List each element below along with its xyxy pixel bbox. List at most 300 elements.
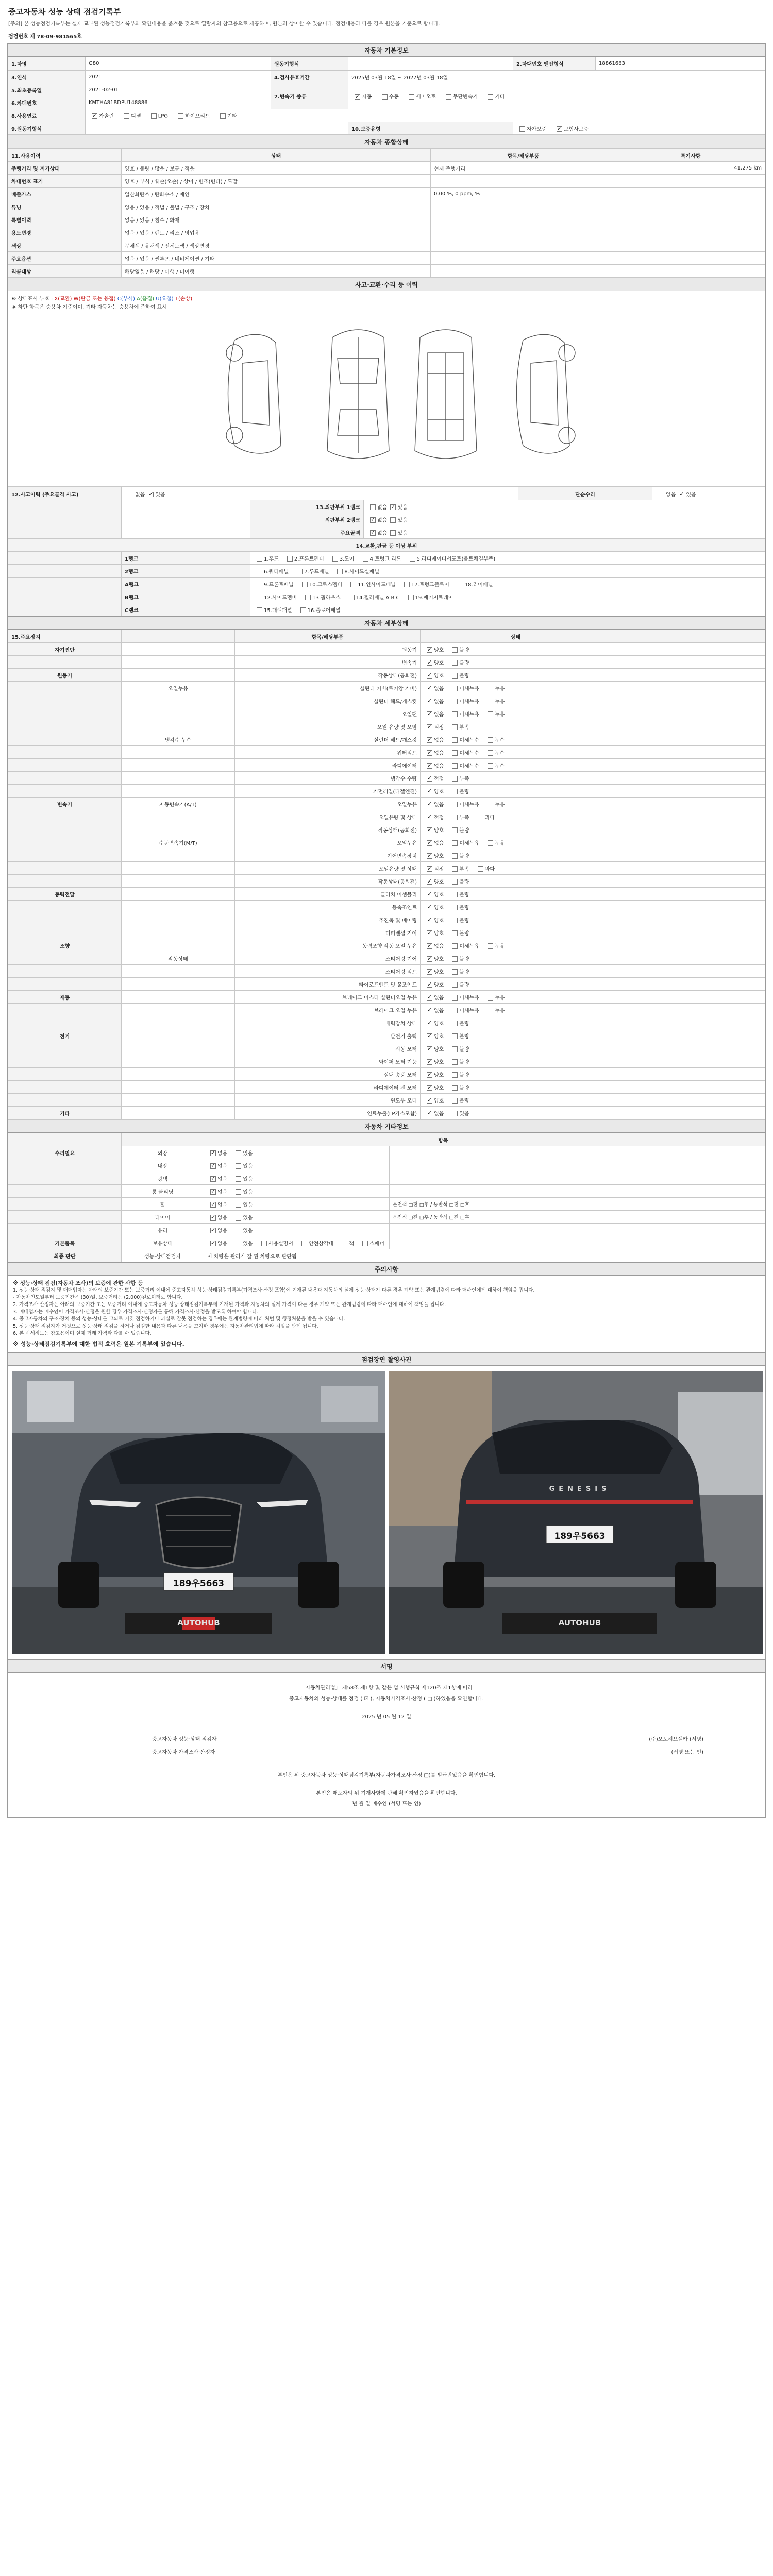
state-checkbox[interactable] xyxy=(452,930,458,936)
detail-row-spare xyxy=(611,643,765,656)
rear-stand-text: AUTOHUB xyxy=(558,1618,601,1628)
checkbox-diesel[interactable] xyxy=(124,113,129,119)
state-checkbox[interactable] xyxy=(452,802,458,807)
state-checkbox[interactable] xyxy=(452,1008,458,1013)
checkbox-auto[interactable] xyxy=(355,94,360,100)
part-option xyxy=(297,606,341,614)
state-checkbox[interactable] xyxy=(210,1241,216,1246)
state-checkbox[interactable] xyxy=(452,1059,458,1065)
detail-row-sub xyxy=(122,862,235,875)
state-checkbox[interactable] xyxy=(452,1072,458,1078)
checkbox-accident-yes[interactable] xyxy=(148,492,154,497)
detail-row-sub xyxy=(122,746,235,759)
detail-row-spare xyxy=(611,772,765,785)
parts-row-spacer xyxy=(8,565,122,578)
state-checkbox[interactable] xyxy=(210,1176,216,1182)
checkbox-repair-yes[interactable] xyxy=(679,492,684,497)
state-option xyxy=(424,800,444,808)
state-option xyxy=(424,1071,444,1078)
label-outer-rank2: 외판부위 2랭크 xyxy=(250,513,364,526)
checkbox-gasoline[interactable] xyxy=(92,113,97,119)
part-checkbox[interactable] xyxy=(305,595,311,600)
state-option xyxy=(484,684,505,692)
detail-row-spare xyxy=(611,1107,765,1120)
warranty-options: 자가보증 ✓ 보험사보증 xyxy=(513,122,765,135)
overall-row-note xyxy=(616,200,765,213)
state-options xyxy=(421,759,611,772)
state-checkbox[interactable] xyxy=(427,866,432,872)
state-option xyxy=(484,710,505,718)
state-checkbox[interactable] xyxy=(427,724,432,730)
label-main-frame: 주요골격 xyxy=(250,526,364,539)
notes-line: 3. 매매업자는 매수인이 가격조사·산정을 원할 경우 가격조사·산정자를 통해 가격조사·산정을 받도록 하여야 합니다. xyxy=(13,1309,259,1315)
state-checkbox[interactable] xyxy=(452,776,458,782)
state-checkbox[interactable] xyxy=(210,1228,216,1233)
detail-row xyxy=(8,720,765,733)
detail-row-sub: 자동변속기(A/T) xyxy=(122,798,235,810)
state-label: 있음 xyxy=(243,1163,253,1170)
checkbox-self-warranty[interactable] xyxy=(519,126,525,132)
detail-row-item: 배력장치 상태 xyxy=(235,1016,421,1029)
checkbox-frame-yes[interactable] xyxy=(390,530,396,536)
part-checkbox[interactable] xyxy=(302,582,308,587)
transmission-options: ✓ 자동 수동 세미오토 무단변속기 기타 xyxy=(348,83,765,109)
state-option xyxy=(424,658,444,666)
state-checkbox[interactable] xyxy=(427,673,432,679)
legend-dent: U(요철) xyxy=(156,296,174,302)
state-checkbox[interactable] xyxy=(452,686,458,691)
part-label: 10.크로스멤버 xyxy=(309,582,343,588)
state-checkbox[interactable] xyxy=(488,995,493,1001)
detail-row-sub xyxy=(122,926,235,939)
state-label: 누유 xyxy=(494,1008,505,1014)
other-row-extra xyxy=(390,1224,765,1236)
state-checkbox[interactable] xyxy=(427,815,432,820)
detail-row-item: 작동상태(공회전) xyxy=(235,875,421,888)
state-checkbox[interactable] xyxy=(452,1098,458,1104)
state-checkbox[interactable] xyxy=(236,1215,241,1221)
part-label: 3.도어 xyxy=(339,556,355,562)
state-checkbox[interactable] xyxy=(452,995,458,1001)
state-checkbox[interactable] xyxy=(427,1046,432,1052)
state-checkbox[interactable] xyxy=(452,737,458,743)
state-checkbox[interactable] xyxy=(362,1241,368,1246)
state-checkbox[interactable] xyxy=(452,918,458,923)
detail-row-group xyxy=(8,694,122,707)
checkbox-accident-no[interactable] xyxy=(128,492,133,497)
overall-row-note xyxy=(616,175,765,188)
detail-row-group xyxy=(8,746,122,759)
state-label: 없음 xyxy=(434,802,444,808)
state-option xyxy=(449,813,469,821)
state-option xyxy=(449,787,469,795)
detail-row-item: 스티어링 기어 xyxy=(235,952,421,965)
label-engine-type: 원동기형식 xyxy=(271,57,348,71)
state-checkbox[interactable] xyxy=(427,995,432,1001)
state-option xyxy=(449,1006,479,1014)
checkbox-other[interactable] xyxy=(488,94,493,100)
part-checkbox[interactable] xyxy=(257,595,262,600)
state-option xyxy=(424,723,444,731)
state-checkbox[interactable] xyxy=(427,956,432,962)
state-label: 양호 xyxy=(434,660,444,666)
sign-line-2: 중고자동차의 성능·상태를 점검 ( ☑ ), 자동차가격조사·산정 ( □ )하였음을 확인합니다. xyxy=(289,1696,484,1702)
state-checkbox[interactable] xyxy=(427,879,432,885)
state-checkbox[interactable] xyxy=(427,1059,432,1065)
part-checkbox[interactable] xyxy=(404,582,410,587)
part-checkbox[interactable] xyxy=(349,595,355,600)
state-label: 누유 xyxy=(494,943,505,950)
other-row-extra xyxy=(390,1236,765,1249)
state-label: 미세누유 xyxy=(459,840,479,846)
other-row xyxy=(8,1146,765,1159)
overall-row-state: 일산화탄소 / 탄화수소 / 매연 xyxy=(122,188,431,200)
state-option xyxy=(449,761,479,769)
state-options xyxy=(421,785,611,798)
part-label: 13.휠하우스 xyxy=(312,595,341,601)
state-checkbox[interactable] xyxy=(452,1085,458,1091)
state-checkbox[interactable] xyxy=(452,660,458,666)
part-checkbox[interactable] xyxy=(300,607,306,613)
state-option xyxy=(207,1188,227,1195)
part-option xyxy=(254,554,279,562)
state-checkbox[interactable] xyxy=(236,1228,241,1233)
detail-row-sub xyxy=(122,1055,235,1068)
section-detail: 자동차 세부상태 xyxy=(8,616,765,630)
detail-row-spare xyxy=(611,798,765,810)
state-label: 양호 xyxy=(434,853,444,859)
state-checkbox[interactable] xyxy=(427,1072,432,1078)
state-label: 양호 xyxy=(434,982,444,988)
overall-row-item: 현재 주행거리 xyxy=(431,162,616,175)
overall-row-label: 용도변경 xyxy=(8,226,122,239)
detail-row-spare xyxy=(611,746,765,759)
state-checkbox[interactable] xyxy=(452,711,458,717)
detail-row-item: 오일누유 xyxy=(235,836,421,849)
checkbox-rank2-yes[interactable] xyxy=(390,517,396,523)
overall-row-label: 리콜대상 xyxy=(8,265,122,278)
state-label: 미세누수 xyxy=(459,763,479,769)
state-checkbox[interactable] xyxy=(427,892,432,897)
state-checkbox[interactable] xyxy=(488,802,493,807)
notes-block xyxy=(8,1276,765,1352)
state-checkbox[interactable] xyxy=(236,1241,241,1246)
state-checkbox[interactable] xyxy=(452,763,458,769)
other-row-item: 휠 xyxy=(122,1198,204,1211)
state-checkbox[interactable] xyxy=(427,1008,432,1013)
part-option xyxy=(347,580,396,588)
part-label: 4.트렁크 리드 xyxy=(369,556,401,562)
detail-row-item: 스티어링 펌프 xyxy=(235,965,421,978)
part-checkbox[interactable] xyxy=(337,569,343,574)
state-checkbox[interactable] xyxy=(427,660,432,666)
detail-row-group xyxy=(8,733,122,746)
state-checkbox[interactable] xyxy=(452,956,458,962)
parts-row-rank: 2랭크 xyxy=(122,565,250,578)
detail-row-sub xyxy=(122,1107,235,1120)
checkbox-insurer-warranty[interactable] xyxy=(557,126,562,132)
detail-row-spare xyxy=(611,1055,765,1068)
overall-row-item xyxy=(431,265,616,278)
state-checkbox[interactable] xyxy=(236,1202,241,1208)
state-checkbox[interactable] xyxy=(236,1189,241,1195)
part-checkbox[interactable] xyxy=(257,582,262,587)
overall-row-note: 41,275 km xyxy=(616,162,765,175)
state-checkbox[interactable] xyxy=(452,1111,458,1116)
state-checkbox[interactable] xyxy=(427,969,432,975)
state-checkbox[interactable] xyxy=(452,879,458,885)
detail-row xyxy=(8,656,765,669)
state-checkbox[interactable] xyxy=(210,1189,216,1195)
checkbox-lpg[interactable] xyxy=(151,113,157,119)
label-engine-model: 9.원동기형식 xyxy=(8,122,86,135)
state-label: 있음 xyxy=(243,1150,253,1157)
state-checkbox[interactable] xyxy=(452,647,458,653)
other-row xyxy=(8,1236,765,1249)
state-checkbox[interactable] xyxy=(488,737,493,743)
part-checkbox[interactable] xyxy=(257,556,262,562)
state-checkbox[interactable] xyxy=(427,982,432,988)
part-label: 16.플로어패널 xyxy=(307,607,341,614)
state-checkbox[interactable] xyxy=(427,1111,432,1116)
overall-row xyxy=(8,175,765,188)
checkbox-rank1-no[interactable] xyxy=(370,504,376,510)
detail-row-item: 실린더 커버(로커암 커버) xyxy=(235,682,421,694)
state-checkbox[interactable] xyxy=(261,1241,267,1246)
label-first-reg: 5.최초등록일 xyxy=(8,83,86,96)
checkbox-frame-no[interactable] xyxy=(370,530,376,536)
state-checkbox[interactable] xyxy=(452,866,458,872)
other-row-extra: 운전석 □전 □후 / 동반석 □전 □후 xyxy=(390,1198,765,1211)
state-checkbox[interactable] xyxy=(427,918,432,923)
detail-row-spare xyxy=(611,862,765,875)
state-checkbox[interactable] xyxy=(452,673,458,679)
state-checkbox[interactable] xyxy=(236,1176,241,1182)
other-row-item: 외장 xyxy=(122,1146,204,1159)
state-checkbox[interactable] xyxy=(478,866,483,872)
state-option xyxy=(484,736,505,743)
detail-row-group xyxy=(8,1081,122,1094)
detail-row-item: 오일유량 및 상태 xyxy=(235,810,421,823)
state-checkbox[interactable] xyxy=(427,840,432,846)
state-checkbox[interactable] xyxy=(478,815,483,820)
state-checkbox[interactable] xyxy=(427,699,432,704)
parts-row-spacer xyxy=(8,552,122,565)
other-row-group xyxy=(8,1185,122,1198)
part-option xyxy=(302,593,341,601)
state-option xyxy=(232,1213,253,1221)
detail-row-item: 타이로드엔드 및 볼조인트 xyxy=(235,978,421,991)
detail-row-group: 조향 xyxy=(8,939,122,952)
state-checkbox[interactable] xyxy=(452,827,458,833)
legend-damage: T(손상) xyxy=(175,296,193,302)
overall-row-state: 없음 / 있음 / 적법 / 불법 / 구조 / 장치 xyxy=(122,200,431,213)
state-label: 양호 xyxy=(434,905,444,911)
state-checkbox[interactable] xyxy=(301,1241,307,1246)
state-checkbox[interactable] xyxy=(488,943,493,949)
state-label: 불량 xyxy=(459,879,469,885)
detail-row-sub xyxy=(122,875,235,888)
state-checkbox[interactable] xyxy=(210,1215,216,1221)
checkbox-hybrid[interactable] xyxy=(178,113,183,119)
parts-rows xyxy=(8,552,765,616)
state-checkbox[interactable] xyxy=(427,1085,432,1091)
state-checkbox[interactable] xyxy=(427,1021,432,1026)
detail-row-item: 원동기 xyxy=(235,643,421,656)
state-checkbox[interactable] xyxy=(427,802,432,807)
state-option xyxy=(232,1149,253,1157)
state-checkbox[interactable] xyxy=(427,750,432,756)
state-checkbox[interactable] xyxy=(210,1150,216,1156)
detail-row xyxy=(8,733,765,746)
state-label: 양호 xyxy=(434,969,444,975)
notes-line: 5. 성능·상태 점검자가 거짓으로 성능·상태 점검을 하거나 점검한 내용과 다른 내용을 고지한 경우에는 자동차관리법에 따라 처벌을 받게 됩니다. xyxy=(13,1324,318,1329)
state-option xyxy=(449,774,469,782)
parts-row-rank: 1랭크 xyxy=(122,552,250,565)
state-checkbox[interactable] xyxy=(427,737,432,743)
detail-row-sub xyxy=(122,772,235,785)
state-checkbox[interactable] xyxy=(210,1163,216,1169)
checkbox-semi-auto[interactable] xyxy=(409,94,414,100)
state-checkbox[interactable] xyxy=(427,930,432,936)
state-checkbox[interactable] xyxy=(452,892,458,897)
detail-row-group xyxy=(8,1016,122,1029)
state-checkbox[interactable] xyxy=(427,647,432,653)
state-label: 양호 xyxy=(434,879,444,885)
state-checkbox[interactable] xyxy=(488,750,493,756)
inspection-record-page xyxy=(7,4,766,1818)
state-checkbox[interactable] xyxy=(427,763,432,769)
overall-row-state: 없음 / 있음 / 썬루프 / 네비게이션 / 기타 xyxy=(122,252,431,265)
part-checkbox[interactable] xyxy=(458,582,463,587)
notes-lead: ※ 성능·상태 점검(자동차 조사)의 보증에 관한 사항 등 xyxy=(13,1280,143,1286)
part-checkbox[interactable] xyxy=(297,569,303,574)
detail-row-spare xyxy=(611,810,765,823)
state-checkbox[interactable] xyxy=(452,969,458,975)
detail-row-spare xyxy=(611,875,765,888)
state-checkbox[interactable] xyxy=(488,711,493,717)
state-checkbox[interactable] xyxy=(452,789,458,794)
checkbox-cvt[interactable] xyxy=(446,94,451,100)
detail-row-group xyxy=(8,1094,122,1107)
state-checkbox[interactable] xyxy=(452,943,458,949)
checkbox-manual[interactable] xyxy=(382,94,388,100)
other-row-group xyxy=(8,1224,122,1236)
state-option xyxy=(449,800,479,808)
detail-row-group xyxy=(8,682,122,694)
state-options xyxy=(204,1172,390,1185)
checkbox-repair-no[interactable] xyxy=(659,492,664,497)
state-checkbox[interactable] xyxy=(210,1202,216,1208)
state-label: 없음 xyxy=(434,763,444,769)
overall-row-label: 색상 xyxy=(8,239,122,252)
state-checkbox[interactable] xyxy=(452,699,458,704)
detail-row-item: 시동 모터 xyxy=(235,1042,421,1055)
checkbox-rank2-no[interactable] xyxy=(370,517,376,523)
state-checkbox[interactable] xyxy=(427,711,432,717)
part-checkbox[interactable] xyxy=(257,569,262,574)
state-checkbox[interactable] xyxy=(427,1033,432,1039)
checkbox-rank1-yes[interactable] xyxy=(390,504,396,510)
detail-row-sub xyxy=(122,901,235,913)
state-checkbox[interactable] xyxy=(452,982,458,988)
checkbox-fuel-other[interactable] xyxy=(220,113,226,119)
detail-row-group xyxy=(8,978,122,991)
other-rows xyxy=(8,1146,765,1262)
state-checkbox[interactable] xyxy=(488,699,493,704)
part-checkbox[interactable] xyxy=(332,556,338,562)
detail-row-item: 브레이크 마스터 실린더오일 누유 xyxy=(235,991,421,1004)
state-options xyxy=(421,694,611,707)
state-checkbox[interactable] xyxy=(452,853,458,859)
state-checkbox[interactable] xyxy=(427,776,432,782)
part-label: 17.트렁크플로어 xyxy=(411,582,449,588)
state-checkbox[interactable] xyxy=(488,1008,493,1013)
detail-row xyxy=(8,694,765,707)
state-checkbox[interactable] xyxy=(452,1033,458,1039)
state-checkbox[interactable] xyxy=(427,1098,432,1104)
state-checkbox[interactable] xyxy=(427,943,432,949)
state-checkbox[interactable] xyxy=(488,763,493,769)
value-inspection-period: 2025년 03월 18일 ~ 2027년 03월 18일 xyxy=(348,71,765,83)
state-options xyxy=(421,707,611,720)
state-checkbox[interactable] xyxy=(452,750,458,756)
state-checkbox[interactable] xyxy=(488,686,493,691)
state-checkbox[interactable] xyxy=(452,815,458,820)
state-options xyxy=(421,1094,611,1107)
detail-row-spare xyxy=(611,849,765,862)
state-options xyxy=(204,1224,390,1236)
state-checkbox[interactable] xyxy=(452,1021,458,1026)
state-checkbox[interactable] xyxy=(427,686,432,691)
state-option xyxy=(449,865,469,872)
state-label: 없음 xyxy=(434,840,444,846)
part-checkbox[interactable] xyxy=(257,607,262,613)
part-checkbox[interactable] xyxy=(287,556,293,562)
state-checkbox[interactable] xyxy=(342,1241,347,1246)
state-checkbox[interactable] xyxy=(427,905,432,910)
label-fuel: 8.사용연료 xyxy=(8,109,86,122)
state-checkbox[interactable] xyxy=(427,827,432,833)
part-checkbox[interactable] xyxy=(350,582,356,587)
section-sign: 서명 xyxy=(8,1659,765,1673)
detail-row-spare xyxy=(611,1081,765,1094)
detail-row-sub xyxy=(122,939,235,952)
state-checkbox[interactable] xyxy=(236,1150,241,1156)
state-options xyxy=(421,836,611,849)
detail-row-group xyxy=(8,836,122,849)
detail-row xyxy=(8,978,765,991)
state-option xyxy=(298,1239,333,1247)
part-checkbox[interactable] xyxy=(408,595,414,600)
part-checkbox[interactable] xyxy=(410,556,415,562)
state-label: 불량 xyxy=(459,853,469,859)
state-checkbox[interactable] xyxy=(427,789,432,794)
sign-inspector-value: (주)오토허브셀카 (서명) xyxy=(649,1737,703,1742)
state-options xyxy=(421,991,611,1004)
part-checkbox[interactable] xyxy=(363,556,368,562)
state-option xyxy=(424,916,444,924)
state-checkbox[interactable] xyxy=(452,840,458,846)
state-checkbox[interactable] xyxy=(452,905,458,910)
state-checkbox[interactable] xyxy=(427,853,432,859)
state-checkbox[interactable] xyxy=(236,1163,241,1169)
state-checkbox[interactable] xyxy=(452,724,458,730)
state-checkbox[interactable] xyxy=(452,1046,458,1052)
state-option xyxy=(449,736,479,743)
state-label: 불량 xyxy=(459,905,469,911)
state-checkbox[interactable] xyxy=(488,840,493,846)
